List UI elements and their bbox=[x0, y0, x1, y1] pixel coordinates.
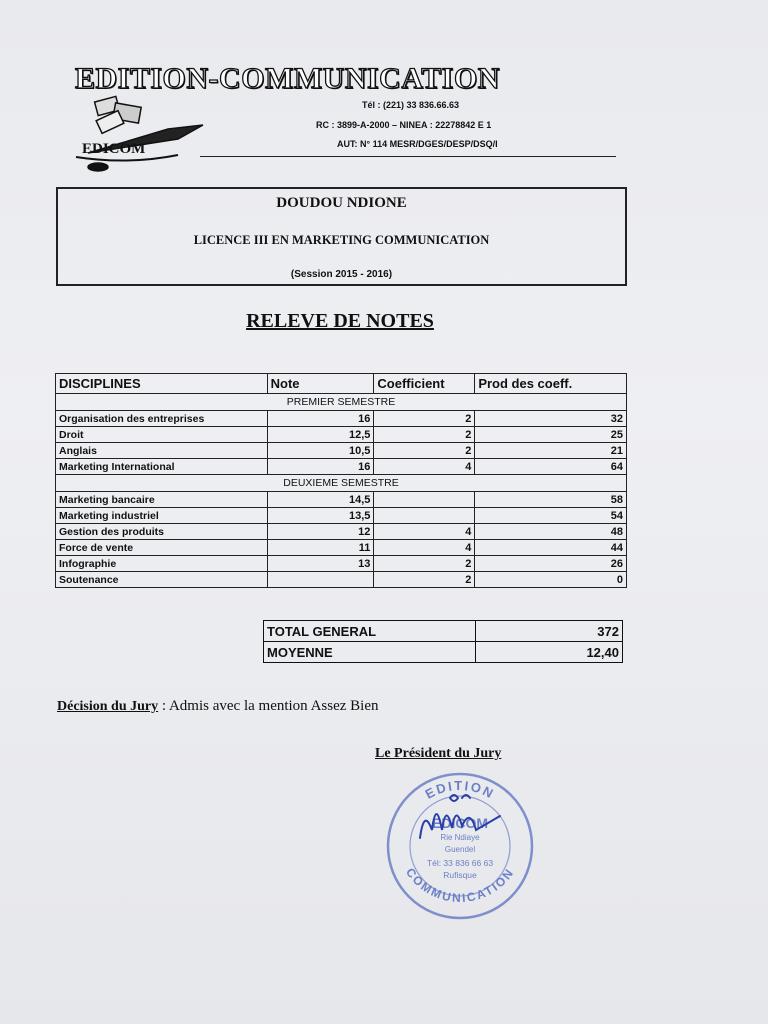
jury-president-label: Le Président du Jury bbox=[375, 746, 502, 761]
decision-separator: : bbox=[158, 698, 169, 714]
table-row bbox=[56, 492, 627, 508]
table-row bbox=[56, 427, 627, 443]
average-row bbox=[264, 642, 623, 663]
header-prod-coeff: Prod des coeff. bbox=[475, 374, 627, 394]
discipline-cell: Force de vente bbox=[56, 540, 268, 556]
edicom-logo bbox=[68, 95, 208, 175]
note-cell: 13 bbox=[267, 556, 374, 572]
stamp-line-1: Rie Ndiaye bbox=[440, 833, 480, 842]
discipline-cell: Gestion des produits bbox=[56, 524, 268, 540]
decision-text: Admis avec la mention Assez Bien bbox=[168, 698, 379, 714]
table-row bbox=[56, 443, 627, 459]
header-coefficient: Coefficient bbox=[374, 374, 475, 394]
header-disciplines: DISCIPLINES bbox=[56, 374, 268, 394]
coefficient-cell: 4 bbox=[374, 540, 475, 556]
table-row bbox=[56, 508, 627, 524]
coefficient-cell: 2 bbox=[374, 443, 475, 459]
product-cell: 25 bbox=[475, 427, 627, 443]
discipline-cell: Soutenance bbox=[56, 572, 268, 588]
discipline-cell: Infographie bbox=[56, 556, 268, 572]
official-stamp bbox=[380, 768, 540, 923]
table-row bbox=[56, 572, 627, 588]
discipline-cell: Organisation des entreprises bbox=[56, 411, 268, 427]
coefficient-cell: 2 bbox=[374, 572, 475, 588]
stamp-line-3: Tél: 33 836 66 63 bbox=[426, 858, 494, 868]
coefficient-cell: 4 bbox=[374, 524, 475, 540]
table-row bbox=[56, 524, 627, 540]
totals-table bbox=[263, 620, 623, 663]
coefficient-cell bbox=[374, 508, 475, 524]
total-value: 372 bbox=[476, 621, 623, 642]
coefficient-cell: 2 bbox=[374, 556, 475, 572]
student-info-box bbox=[56, 187, 627, 286]
logo-text: EDICOM bbox=[82, 141, 146, 157]
registration-line: RC : 3899-A-2000 – NINEA : 22278842 E 1 bbox=[316, 120, 492, 130]
semester-row bbox=[56, 475, 627, 492]
table-row bbox=[56, 556, 627, 572]
discipline-cell: Marketing International bbox=[56, 459, 268, 475]
product-cell: 26 bbox=[475, 556, 627, 572]
product-cell: 32 bbox=[475, 411, 627, 427]
header-note: Note bbox=[267, 374, 374, 394]
discipline-cell: Marketing bancaire bbox=[56, 492, 268, 508]
table-row bbox=[56, 540, 627, 556]
product-cell: 21 bbox=[475, 443, 627, 459]
note-cell bbox=[267, 572, 374, 588]
brand-title: EDITION-COMMUNICATION bbox=[75, 62, 500, 95]
program-name: LICENCE III EN MARKETING COMMUNICATION bbox=[193, 233, 490, 247]
note-cell: 16 bbox=[267, 411, 374, 427]
note-cell: 14,5 bbox=[267, 492, 374, 508]
discipline-cell: Droit bbox=[56, 427, 268, 443]
session-label: (Session 2015 - 2016) bbox=[290, 269, 393, 280]
note-cell: 10,5 bbox=[267, 443, 374, 459]
product-cell: 44 bbox=[475, 540, 627, 556]
stamp-bottom-text: COMMUNICATION bbox=[402, 865, 518, 906]
grades-table bbox=[55, 373, 627, 588]
product-cell: 64 bbox=[475, 459, 627, 475]
decision-label: Décision du Jury bbox=[57, 699, 159, 714]
note-cell: 12 bbox=[267, 524, 374, 540]
authorization-line: AUT: N° 114 MESR/DGES/DESP/DSQ/I bbox=[337, 139, 498, 149]
discipline-cell: Marketing industriel bbox=[56, 508, 268, 524]
stamp-circle-icon bbox=[380, 768, 540, 923]
svg-text:EDITION bbox=[423, 778, 497, 802]
product-cell: 54 bbox=[475, 508, 627, 524]
average-value: 12,40 bbox=[476, 642, 623, 663]
note-cell: 13,5 bbox=[267, 508, 374, 524]
table-header-row bbox=[56, 374, 627, 394]
coefficient-cell bbox=[374, 492, 475, 508]
stamp-top-text: EDITION bbox=[422, 777, 498, 802]
average-label: MOYENNE bbox=[264, 642, 476, 663]
coefficient-cell: 2 bbox=[374, 427, 475, 443]
semester-row bbox=[56, 394, 627, 411]
semester-1-label: PREMIER SEMESTRE bbox=[56, 394, 627, 411]
note-cell: 16 bbox=[267, 459, 374, 475]
discipline-cell: Anglais bbox=[56, 443, 268, 459]
semester-2-label: DEUXIEME SEMESTRE bbox=[56, 475, 627, 492]
note-cell: 12,5 bbox=[267, 427, 374, 443]
product-cell: 0 bbox=[475, 572, 627, 588]
table-row bbox=[56, 411, 627, 427]
total-row bbox=[264, 621, 623, 642]
coefficient-cell: 2 bbox=[374, 411, 475, 427]
stamp-line-4: Rufisque bbox=[443, 870, 477, 880]
product-cell: 48 bbox=[475, 524, 627, 540]
header-divider bbox=[200, 156, 616, 157]
product-cell: 58 bbox=[475, 492, 627, 508]
total-label: TOTAL GENERAL bbox=[264, 621, 476, 642]
semester-2-rows bbox=[56, 492, 627, 588]
semester-1-rows bbox=[56, 411, 627, 475]
coefficient-cell: 4 bbox=[374, 459, 475, 475]
student-name: DOUDOU NDIONE bbox=[276, 195, 407, 211]
phone-line: Tél : (221) 33 836.66.63 bbox=[362, 100, 460, 110]
document-title: RELEVE DE NOTES bbox=[246, 310, 434, 332]
note-cell: 11 bbox=[267, 540, 374, 556]
table-row bbox=[56, 459, 627, 475]
stamp-line-2: Guendel bbox=[444, 845, 476, 854]
jury-decision bbox=[57, 697, 379, 715]
stamp-center-text: EDICOM bbox=[432, 815, 488, 831]
